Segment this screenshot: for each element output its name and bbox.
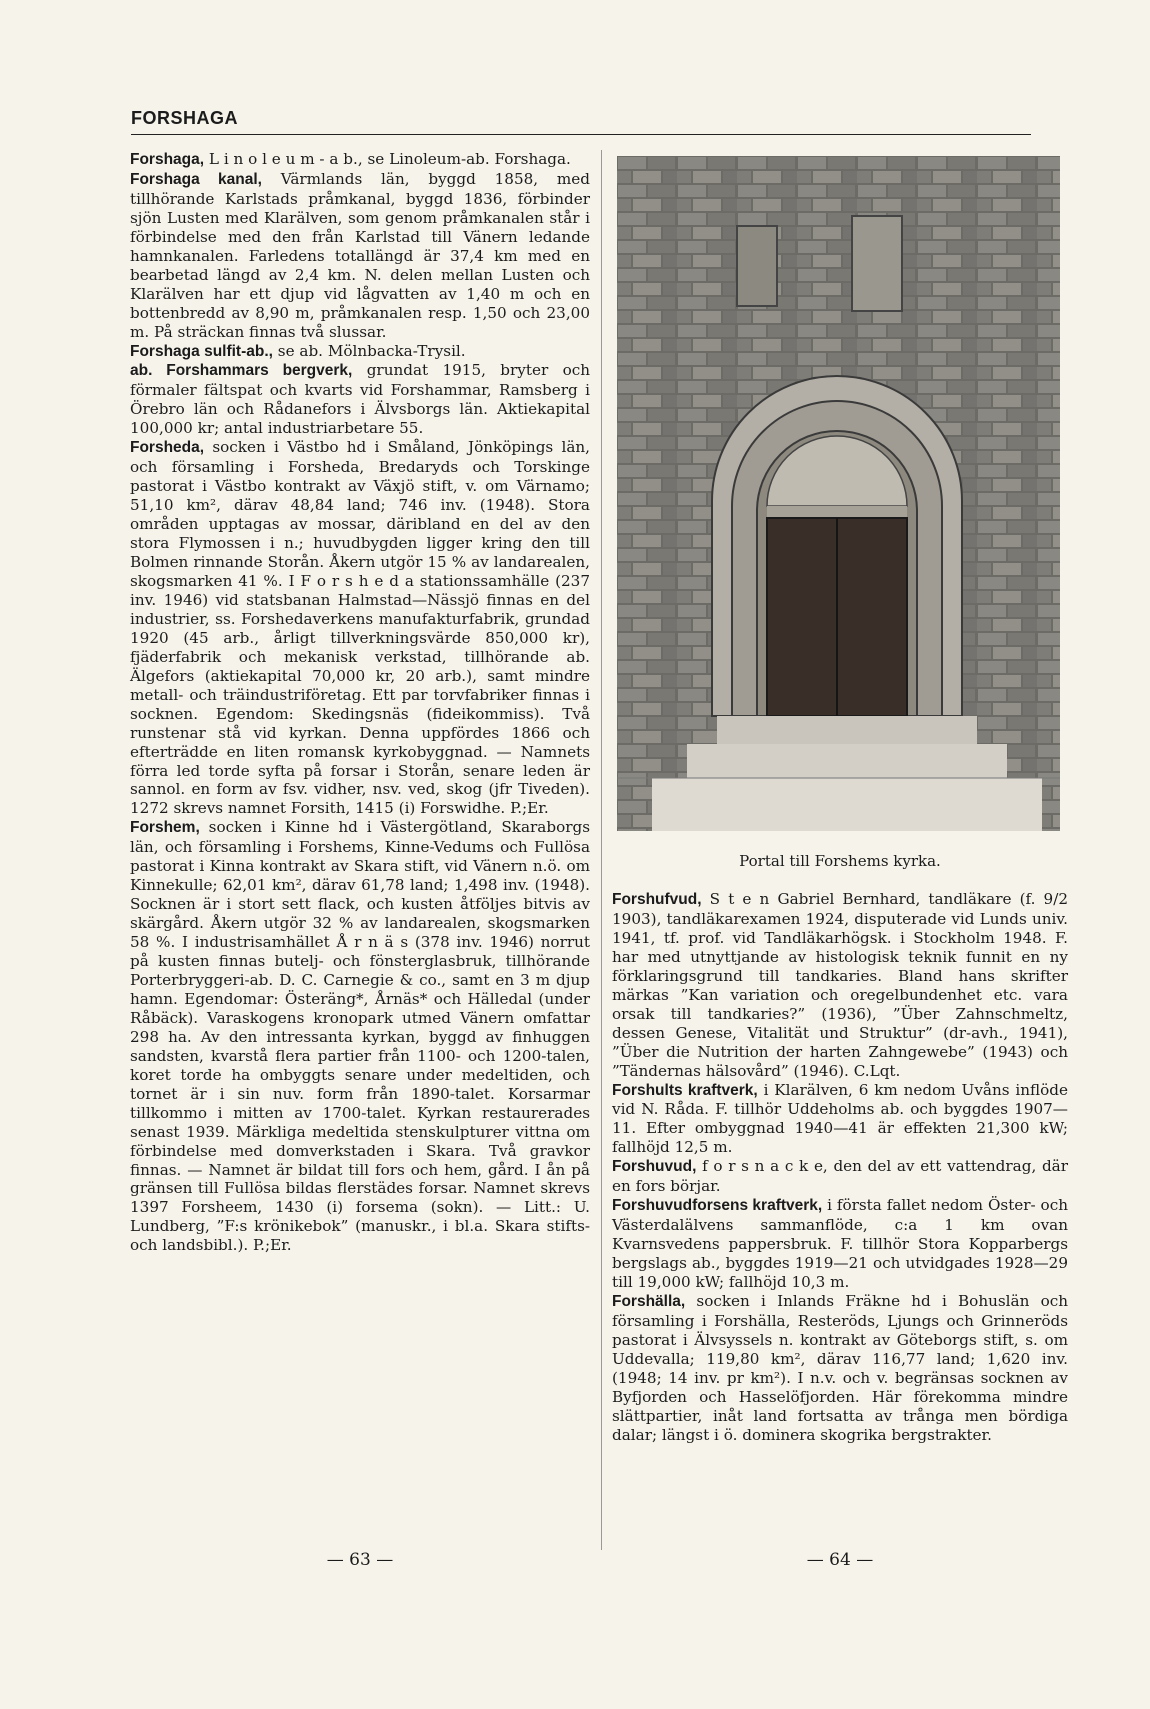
photo-caption: Portal till Forshems kyrka. xyxy=(739,852,941,870)
entry xyxy=(130,150,590,170)
entry-headword: Forshälla, xyxy=(612,1293,686,1311)
entry xyxy=(612,1081,1068,1158)
entry-text: Värmlands län, byggd 1858, med tillhörande Karlstads pråmkanal, byggd 1836, förbinder sjön Lusten med Klarälven, som genom pråmkanalen står i förbindelse med den från Karlstad till Vänern ledande hamnkanalen. Farledens totallängd är 37,4 km med en bearbetad längd av 2,4 km. N. delen mellan Lusten och Klarälven har ett djup vid lågvatten av 1,40 m och en bottenbredd av 8,90 m, pråmkanalen resp. 1,50 och 23,00 m. På sträckan finnas två slussar. xyxy=(130,169,591,341)
entry xyxy=(612,1292,1068,1445)
column-divider xyxy=(601,150,602,1550)
entry-text: socken i Västbo hd i Småland, Jönköpings län, och församling i Forsheda, Bredaryds och Torskinge pastorat i Västbo kontrakt av Växjö stift, v. om Värnamo; 51,10 km², därav 48,84 land; 746 inv. (1948). Stora områden upptagas av mossar, däribland en del av den stora Flymossen i n.; huvudbygden ligger kring den till Bolmen rinnande Storån. Åkern utgör 15 % av landarealen, skogsmarken 41 %. I F o r s h e d a stationssamhälle (237 inv. 1946) vid statsbanan Halmstad—Nässjö finnas en del industrier, ss. Forshedaverkens manufakturfabrik, grundad 1920 (45 arb., årligt tillverkningsvärde 850,000 kr), fjäderfabrik och mekanisk verkstad, tillhörande ab. Älgefors (aktiekapital 70,000 kr, 20 arb.), samt mindre metall- och träindustriföretag. Ett par torvfabriker finnas i socknen. Egendom: Skedingsnäs (fideikommiss). Två runstenar stå vid kyrkan. Denna uppfördes 1866 och efterträdde en liten romansk kyrkobyggnad. — Namnets förra led torde syfta på forsar i Storån, senare leden är sannol. en form av fsv. vidher, nsv. ved, skog (jfr Tiveden). 1272 skrevs namnet Forsith, 1415 (i) Forswidhe. P.;Er. xyxy=(130,438,590,818)
entry-text: i första fallet nedom Öster- och Västerdalälvens sammanflöde, c:a 1 km ovan Kvarnsvedens pappersbruk. F. tillhör Stora Kopparbergs bergslags ab., byggdes 1919—21 och utvidgades 1928—29 till 19,000 kW; fallhöjd 10,3 m. xyxy=(612,1196,1068,1292)
entry-headword: Forshaga, xyxy=(130,151,205,168)
entry-text: S t e n Gabriel Bernhard, tandläkare (f. 9/2 1903), tandläkarexamen 1924, disputerade vid Lunds univ. 1941, tf. prof. vid Tandläkarhögsk. i Stockholm 1948. F. har med utnyttjande av histologisk teknik funnit en ny förklaringsgrund till tandkaries. Bland hans skrifter märkas ”Kan variation och oregelbundenhet etc. vara orsak till tandkaries?” (1936), ”Über Zahnschmeltz, dessen Genese, Vitalität und Struktur” (dr-avh., 1941), ”Über die Nutrition der harten Zahngewebe” (1943) och ”Tändernas hälsovård” (1946). C.Lqt. xyxy=(612,890,1068,1080)
running-header-title: FORSHAGA xyxy=(131,108,238,128)
entry-headword: Forshults kraftverk, xyxy=(612,1081,758,1099)
entry xyxy=(130,342,590,362)
right-column xyxy=(612,890,1068,1445)
entry-headword: Forsheda, xyxy=(130,439,205,457)
entry xyxy=(130,170,590,342)
entry-headword: Forshuvudforsens kraftverk, xyxy=(612,1197,823,1215)
entry xyxy=(130,438,590,818)
entry xyxy=(612,1196,1068,1292)
entry-headword: Forshaga sulfit-ab., xyxy=(130,342,273,360)
church-portal-illustration xyxy=(617,156,1060,831)
page-number-right: — 64 — xyxy=(806,1550,874,1570)
left-column xyxy=(130,150,590,1255)
entry-text: socken i Kinne hd i Västergötland, Skaraborgs län, och församling i Forshems, Kinne-Vedums och Fullösa pastorat i Kinna kontrakt av Skara stift, vid Vänern n.ö. om Kinnekulle; 62,01 km², därav 61,78 land; 1,498 inv. (1948). Socknen är i stort sett flack, och kusten åtföljes bitvis av skärgård. Åkern utgör 32 % av landarealen, skogsmarken 58 %. I industrisamhället Å r n ä s (378 inv. 1946) norrut på kusten finnas butelj- och fönsterglasbruk, tillhörande Porterbryggeri-ab. D. C. Carnegie & co., samt en 3 m djup hamn. Egendomar: Österäng*, Årnäs* och Hälledal (under Råbäck). Varaskogens kronopark utmed Vänern omfattar 298 ha. Av den intressanta kyrkan, byggd av finhuggen sandsten, kvarstå flera partier från 1100- och 1200-talen, koret torde ha ombyggts senare under medeltiden, och tornet är i sin nuv. form från 1890-talet. Korsarmar tillkommo i mitten av 1700-talet. Kyrkan restaurerades senast 1939. Märkliga medeltida stenskulpturer vittna om förbindelse med domverkstaden i Skara. Två gravkor finnas. — Namnet är bildat till fors och hem, gård. I ån på gränsen till Fullösa bildas flerstädes forsar. Namnet skrevs 1397 Forsheem, 1430 (i) forsema (sokn). — Litt.: U. Lundberg, ”F:s krönikebok” (manuskr., i bl.a. Skara stifts- och landsbibl.). P.;Er. xyxy=(130,818,590,1255)
entry-text: socken i Inlands Fräkne hd i Bohuslän och församling i Forshälla, Resteröds, Ljungs och Grinneröds pastorat i Älvsyssels n. kontrakt av Göteborgs stift, s. om Uddevalla; 119,80 km², därav 116,77 land; 1,620 inv. (1948; 14 inv. pr km²). I n.v. och v. begränsas socknen av Byfjorden och Hasselöfjorden. Här förekomma mindre slättpartier, inåt land fortsatta av trånga men bördiga dalar; längst i ö. dominera skogrika bergstrakter. xyxy=(612,1292,1068,1444)
entry-headword: Forshuvud, xyxy=(612,1158,697,1176)
entry-text: f o r s n a c k e, den del av ett vattendrag, där en fors börjar. xyxy=(612,1157,1068,1196)
entry-headword: Forshufvud, xyxy=(612,891,702,908)
entry-text: se ab. Mölnbacka-Trysil. xyxy=(272,341,466,360)
entry xyxy=(612,1157,1068,1196)
entry xyxy=(130,818,590,1255)
page-number-left: — 63 — xyxy=(326,1550,394,1570)
entry-headword: Forshaga kanal, xyxy=(130,170,262,188)
entry-text: L i n o l e u m - a b., se Linoleum-ab. Forshaga. xyxy=(204,150,571,168)
entry xyxy=(612,890,1068,1081)
entry-text: grundat 1915, bryter och förmaler fältspat och kvarts vid Forshammar, Ramsberg i Örebro län och Rådanefors i Älvsborgs län. Aktiekapital 100,000 kr; antal industriarbetare 55. xyxy=(130,361,591,438)
running-header xyxy=(131,108,1031,135)
entry-headword: ab. Forshammars bergverk, xyxy=(130,362,353,380)
entry-headword: Forshem, xyxy=(130,819,200,837)
entry xyxy=(130,361,590,438)
church-portal-photo xyxy=(617,156,1060,831)
entry-text: i Klarälven, 6 km nedom Uvåns inflöde vid N. Råda. F. tillhör Uddeholms ab. och byggdes 1907—11. Efter ombyggnad 1940—41 är effekten 21,300 kW; fallhöjd 12,5 m. xyxy=(612,1080,1068,1157)
